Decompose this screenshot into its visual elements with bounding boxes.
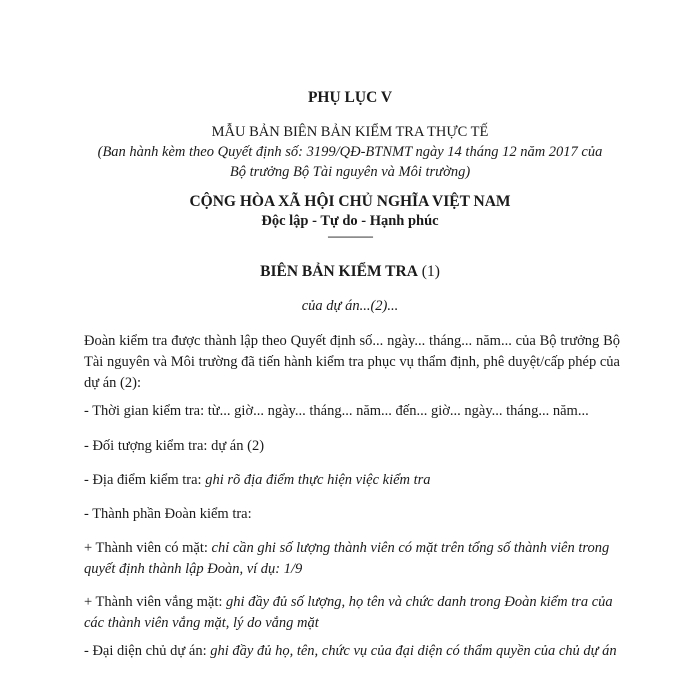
present-members-instruction: chỉ cần ghi số lượng thành viên có mặt trên tổng số thành viên trong quyết định thành lập Đoàn, ví dụ: 1/9 (84, 540, 610, 577)
item-absent-members (84, 592, 620, 634)
present-members-label: + Thành viên có mặt: (84, 540, 212, 556)
absent-members-label: + Thành viên vắng mặt: (84, 594, 227, 610)
issued-note-line-2: Bộ trưởng Bộ Tài nguyên và Môi trường) (229, 164, 471, 180)
report-subtitle: của dự án...(2)... (301, 298, 399, 314)
intro-paragraph: Đoàn kiểm tra được thành lập theo Quyết định số... ngày... tháng... năm... của Bộ trưởng Bộ Tài nguyên và Môi trường đã tiến hành kiểm tra phục vụ thẩm định, phê duyệt/cấp phép của dự án (2): (84, 333, 620, 391)
item-present-members (84, 538, 620, 580)
country-name: CỘNG HÒA XÃ HỘI CHỦ NGHĨA VIỆT NAM (189, 193, 511, 210)
location-label: - Địa điểm kiểm tra: (84, 472, 206, 488)
item-inspection-subject: - Đối tượng kiểm tra: dự án (2) (84, 438, 265, 454)
owner-rep-instruction: ghi đầy đủ họ, tên, chức vụ của đại diện có thẩm quyền của chủ dự án (210, 643, 617, 659)
form-title: MẪU BẢN BIÊN BẢN KIỂM TRA THỰC TẾ (211, 124, 489, 140)
item-inspection-location (84, 470, 620, 491)
appendix-title: PHỤ LỤC V (307, 89, 393, 106)
report-title (0, 263, 700, 281)
absent-members-instruction: ghi đầy đủ số lượng, họ tên và chức danh trong Đoàn kiểm tra của các thành viên vắng mặt, lý do vắng mặt (84, 594, 613, 631)
national-motto: Độc lập - Tự do - Hạnh phúc (261, 213, 439, 229)
separator-line: --------------- (327, 229, 373, 243)
report-title-text: BIÊN BẢN KIỂM TRA (260, 263, 418, 280)
issued-note-line-1: (Ban hành kèm theo Quyết định số: 3199/QĐ-BTNMT ngày 14 tháng 12 năm 2017 của (97, 144, 603, 160)
item-owner-representative (84, 641, 620, 662)
report-title-note: (1) (417, 263, 440, 280)
item-team-composition: - Thành phần Đoàn kiểm tra: (84, 506, 252, 522)
owner-rep-label: - Đại diện chủ dự án: (84, 643, 211, 659)
motto-separator (0, 229, 700, 244)
location-instruction: ghi rõ địa điểm thực hiện việc kiểm tra (205, 472, 431, 488)
item-inspection-time: - Thời gian kiểm tra: từ... giờ... ngày... tháng... năm... đến... giờ... ngày... tháng... năm... (84, 403, 589, 419)
